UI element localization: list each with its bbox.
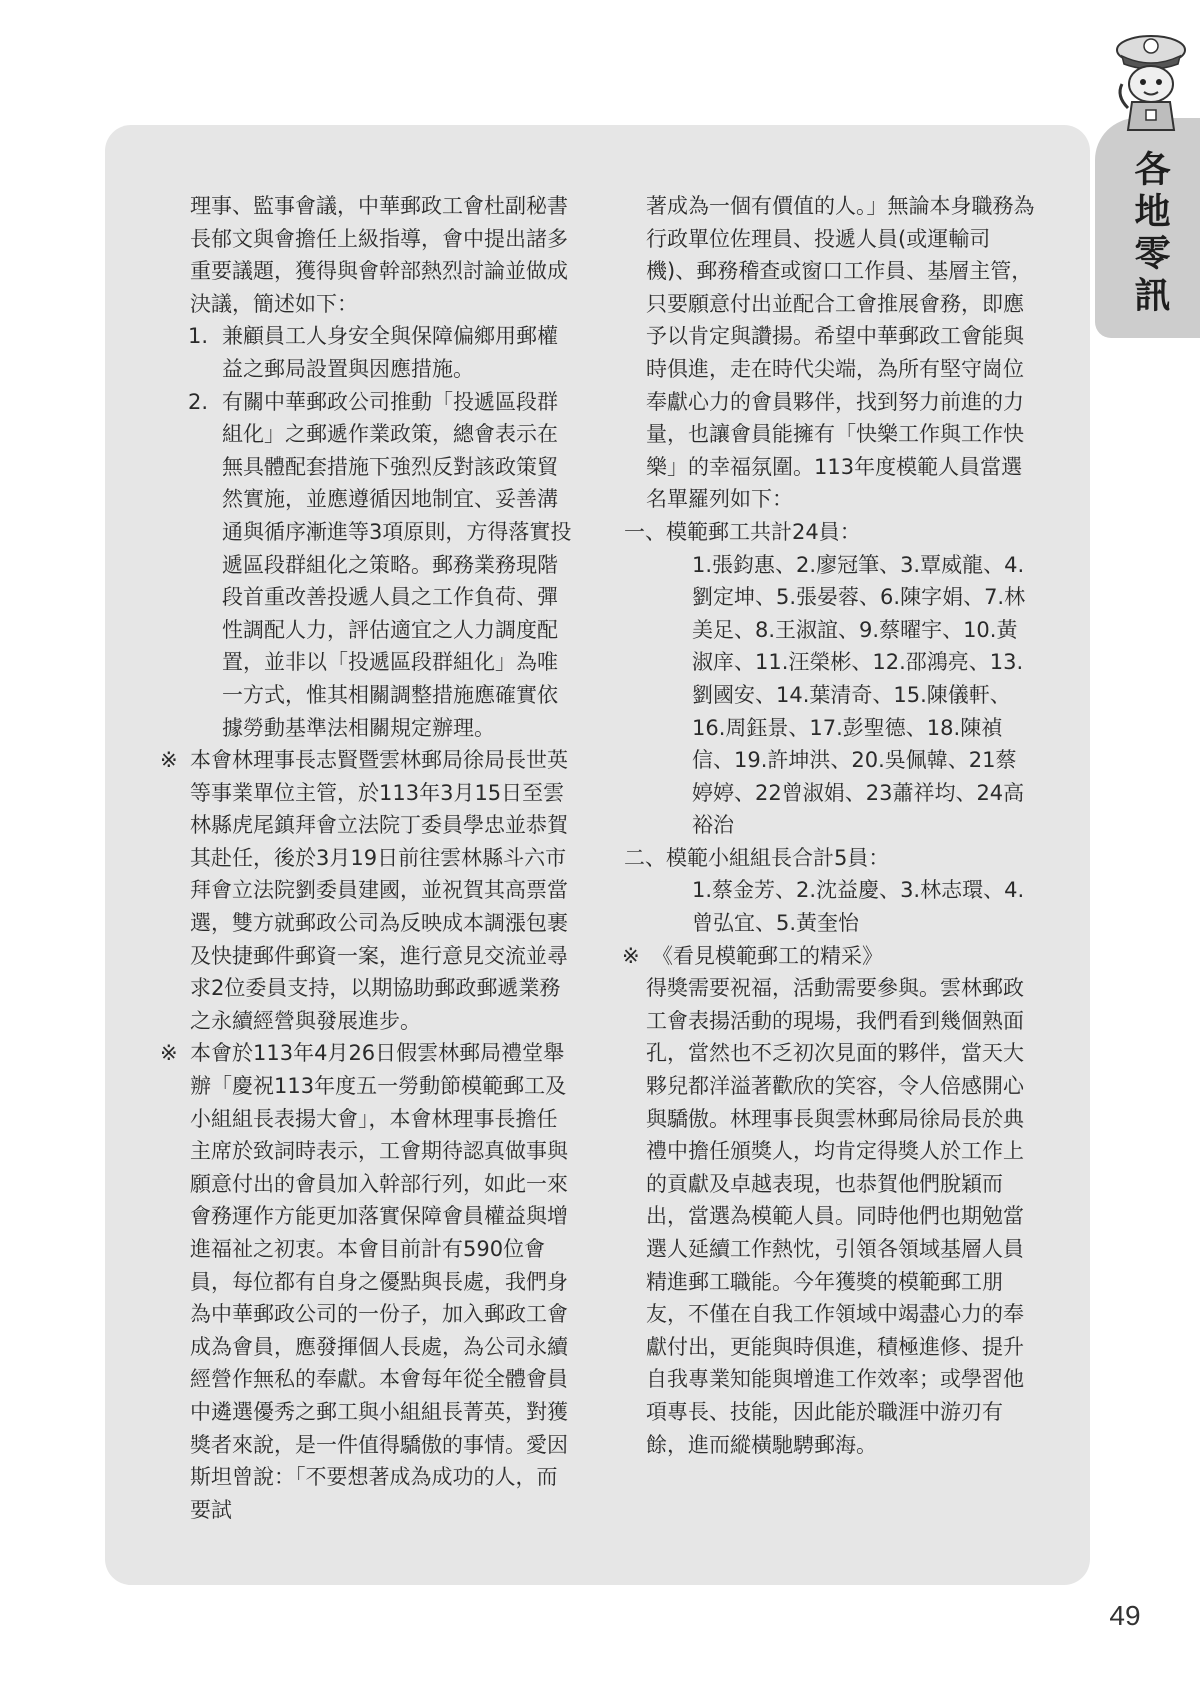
continuation-paragraph: 著成為一個有價值的人。」無論本身職務為行政單位佐理員、投遞人員(或運輸司機)、郵務稽查或窗口工作員、基層主管，只要願意付出並配合工會推展會務，即應予以肯定與讚揚。希望中華郵政工會能與時俱進，走在時代尖端，為所有堅守崗位奉獻心力的會員夥伴，找到努力前進的力量，也讓會員能擁有「快樂工作與工作快樂」的幸福氛圍。113年度模範人員當選名單羅列如下： <box>646 194 1035 512</box>
page-number: 49 <box>1109 1600 1141 1631</box>
item-marker: 1. <box>188 324 209 349</box>
right-column <box>622 190 1037 1461</box>
note-text: 本會林理事長志賢暨雲林郵局徐局長世英等事業單位主管，於113年3月15日至雲林縣虎尾鎮拜會立法院丁委員學忠並恭賀其赴任，後於3月19日前往雲林縣斗六市拜會立法院劉委員建國，並祝賀其高票當選，雙方就郵政公司為反映成本調漲包裹及快捷郵件郵資一案，進行意見交流並尋求2位委員支持，以期協助郵政郵遞業務之永續經營與發展進步。 <box>190 748 568 1033</box>
note-marker: ※ <box>160 1041 178 1066</box>
note-title: 《看見模範郵工的精采》 <box>652 943 883 968</box>
section-tab-label: 各地零訊 <box>1129 150 1171 318</box>
intro-paragraph: 理事、監事會議，中華郵政工會杜副秘書長郁文與會擔任上級指導，會中提出諸多重要議題，獲得與會幹部熱烈討論並做成決議，簡述如下： <box>190 194 568 316</box>
item-text: 有關中華郵政公司推動「投遞區段群組化」之郵遞作業政策，總會表示在無具體配套措施下強烈反對該政策貿然實施，並應遵循因地制宜、妥善溝通與循序漸進等3項原則，方得落實投遞區段群組化之策略。郵務業務現階段首重改善投遞人員之工作負荷、彈性調配人力，評估適宜之人力調度配置，並非以「投遞區段群組化」為唯一方式，惟其相關調整措施應確實依據勞動基準法相關規定辦理。 <box>222 389 572 740</box>
note-item <box>160 1037 575 1526</box>
numbered-item <box>160 386 575 745</box>
list-heading: 二、模範小組組長合計5員： <box>624 845 890 870</box>
item-text: 兼顧員工人身安全與保障偏鄉用郵權益之郵局設置與因應措施。 <box>222 324 558 381</box>
note-paragraph: 得獎需要祝福，活動需要參與。雲林郵政工會表揚活動的現場，我們看到幾個熟面孔，當然也不乏初次見面的夥伴，當天大夥兒都洋溢著歡欣的笑容，令人倍感開心與驕傲。林理事長與雲林郵局徐局長於典禮中擔任頒獎人，均肯定得獎人於工作上的貢獻及卓越表現，也恭賀他們脫穎而出，當選為模範人員。同時他們也期勉當選人延續工作熱忱，引領各領域基層人員精進郵工職能。今年獲獎的模範郵工朋友，不僅在自我工作領域中竭盡心力的奉獻付出，更能與時俱進，積極進修、提升自我專業知能與增進工作效率；或學習他項專長、技能，因此能於職涯中游刃有餘，進而縱橫馳騁郵海。 <box>646 976 1024 1457</box>
item-marker: 2. <box>188 389 209 414</box>
group-leader-names: 1.蔡金芳、2.沈益慶、3.林志環、4.曾弘宜、5.黃奎怡 <box>692 878 1025 936</box>
numbered-item <box>160 320 575 385</box>
left-column <box>160 190 575 1526</box>
note-item <box>160 744 575 1037</box>
mascot-icon <box>1108 30 1194 134</box>
note-marker: ※ <box>160 748 178 773</box>
note-marker: ※ <box>622 943 640 968</box>
note-heading <box>622 940 1037 973</box>
model-worker-names: 1.張鈞惠、2.廖冠筆、3.覃威龍、4.劉定坤、5.張晏蓉、6.陳字娟、7.林美足、8.王淑誼、9.蔡曜宇、10.黃淑庠、11.汪榮彬、12.邵鴻亮、13.劉國安、14.葉清奇、15.陳儀軒、16.周鈺景、17.彭聖德、18.陳禎信、19.許坤洪、20.吳佩韓、21蔡婷婷、22曾淑娟、23蕭祥均、24高裕治 <box>692 552 1026 838</box>
note-text: 本會於113年4月26日假雲林郵局禮堂舉辦「慶祝113年度五一勞動節模範郵工及小組組長表揚大會」，本會林理事長擔任主席於致詞時表示，工會期待認真做事與願意付出的會員加入幹部行列，如此一來會務運作方能更加落實保障會員權益與增進福祉之初衷。本會目前計有590位會員，每位都有自身之優點與長處，我們身為中華郵政公司的一份子，加入郵政工會成為會員，應發揮個人長處，為公司永續經營作無私的奉獻。本會每年從全體會員中遴選優秀之郵工與小組組長菁英，對獲獎者來說，是一件值得驕傲的事情。愛因斯坦曾說：「不要想著成為成功的人，而要試 <box>190 1041 568 1522</box>
list-heading: 一、模範郵工共計24員： <box>624 519 861 544</box>
